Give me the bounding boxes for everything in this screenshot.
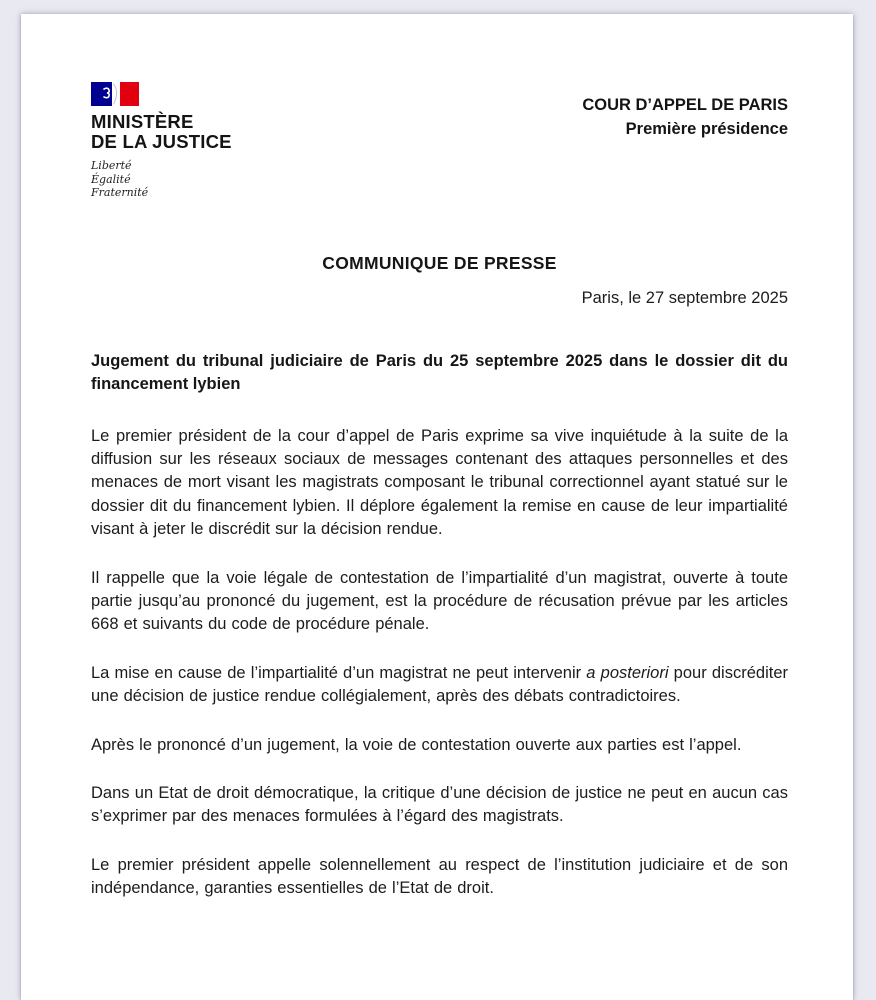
motto-line-liberte: Liberté (91, 159, 132, 172)
court-name: COUR D’APPEL DE PARIS (582, 96, 788, 114)
paragraph: Après le prononcé d’un jugement, la voie de contestation ouverte aux parties est l’appel. (91, 735, 742, 754)
dateline: Paris, le 27 septembre 2025 (581, 288, 788, 307)
paragraph: Il rappelle que la voie légale de contestation de l’impartialité d’un magistrat, ouverte à toute partie jusqu’au prononcé du jugement, est la procédure de récusation prévue par les articles 668 et suivants du code de procédure pénale. (91, 568, 788, 634)
paragraph: Le premier président de la cour d’appel de Paris exprime sa vive inquiétude à la suite de la diffusion sur les réseaux sociaux de messages contenant des attaques personnelles et des menaces de mort visant les magistrats composant le tribunal correctionnel ayant statué sur le dossier dit du financement lybien. Il déplore également la remise en cause de leur impartialité visant à jeter le discrédit sur la décision rendue. (91, 426, 788, 539)
motto-line-egalite: Égalité (91, 172, 131, 186)
subject-line: Jugement du tribunal judiciaire de Paris du 25 septembre 2025 dans le dossier dit du financement lybien (91, 351, 788, 393)
court-letterhead (582, 93, 788, 141)
ministry-logo-block (91, 82, 232, 200)
paragraph: Le premier président appelle solennellement au respect de l’institution judiciaire et de son indépendance, garanties essentielles de l’Etat de droit. (91, 855, 788, 898)
paragraph: Dans un Etat de droit démocratique, la critique d’une décision de justice ne peut en aucun cas s’exprimer par des menaces formulées à l’égard des magistrats. (91, 783, 788, 826)
paragraphs (91, 425, 788, 901)
french-flag-marianne-icon (91, 82, 141, 108)
ministry-name-line1: MINISTÈRE (91, 111, 194, 132)
ministry-name-line2: DE LA JUSTICE (91, 131, 232, 152)
paragraph: La mise en cause de l’impartialité d’un magistrat ne peut intervenir a posteriori pour discréditer une décision de justice rendue collégialement, après des débats contradictoires. (91, 663, 788, 706)
ministry-motto (91, 159, 232, 200)
document-sheet (21, 14, 853, 1000)
court-service: Première présidence (625, 120, 788, 138)
ministry-name (91, 112, 232, 152)
document-header (91, 82, 788, 200)
motto-line-fraternite: Fraternité (91, 186, 149, 199)
press-release-title: COMMUNIQUE DE PRESSE (322, 252, 557, 273)
